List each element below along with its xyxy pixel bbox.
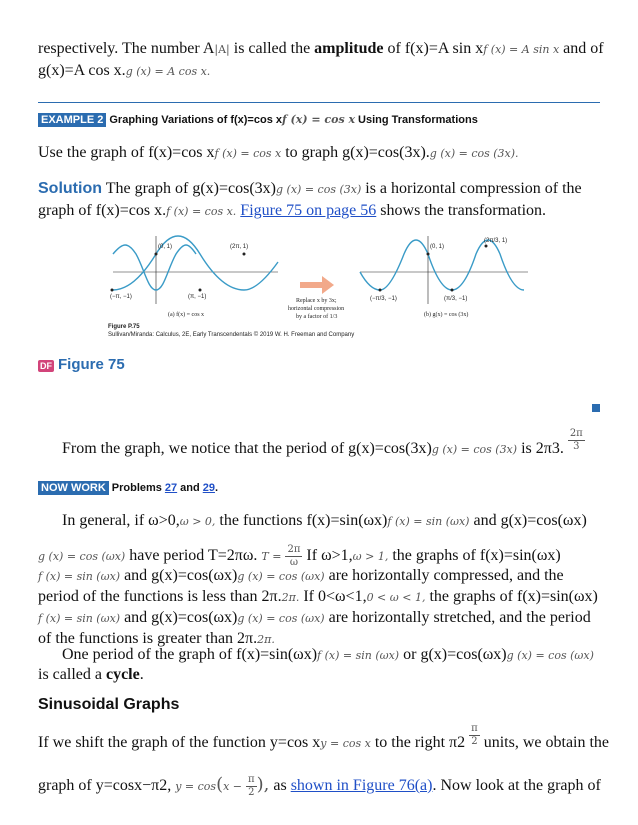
math-g-cos: g (x) = A cos x. — [125, 65, 211, 78]
figure-76a-link[interactable]: shown in Figure 76(a) — [290, 777, 433, 795]
sinusoidal-heading: Sinusoidal Graphs — [38, 696, 180, 713]
math-f-sin: f (x) = A sin x — [483, 43, 560, 56]
arrow-text-2: horizontal compression — [288, 306, 345, 312]
right-label-peak2: (2π/3, 1) — [484, 238, 508, 244]
right-label-min1: (−π/3, −1) — [370, 296, 397, 302]
figure-75-link[interactable]: Figure 75 on page 56 — [240, 202, 377, 219]
left-label-peak2: (2π, 1) — [230, 244, 249, 250]
figure-75-graphs — [108, 232, 568, 350]
example-header: EXAMPLE 2 Graphing Variations of f(x)=cos xf (x) = cos x Using Transformations — [38, 112, 478, 127]
section-rule — [38, 102, 600, 103]
right-caption: (b) g(x) = cos (3x) — [424, 312, 469, 318]
left-caption: (a) f(x) = cos x — [168, 312, 205, 318]
problem-29-link[interactable]: 29 — [202, 482, 215, 494]
problem-27-link[interactable]: 27 — [164, 482, 178, 494]
solution-line1: Solution The graph of g(x)=cos(3x)g (x) = cos (3x) is a horizontal compression of the — [38, 180, 582, 197]
left-label-peak1: (0, 1) — [158, 244, 173, 250]
arrow-text-3: by a factor of 1/3 — [296, 314, 338, 320]
cycle-line1: One period of the graph of f(x)=sin(ωx)f (x) = sin (ωx) or g(x)=cos(ωx)g (x) = cos (ωx) — [62, 646, 594, 663]
right-label-min2: (π/3, −1) — [444, 296, 468, 302]
period-fraction: $\frac{2\pi}{3}$ — [569, 427, 583, 452]
figure-credit: Sullivan/Miranda: Calculus, 2E, Early Transcendentals © 2019 W. H. Freeman and Company — [108, 332, 355, 338]
left-label-min1: (−π, −1) — [110, 294, 132, 300]
now-work-label: NOW WORK — [38, 481, 109, 495]
left-cos-curve — [113, 245, 196, 290]
figure-75-caption — [38, 356, 125, 374]
transformation-arrow — [288, 276, 344, 320]
general-line2: g (x) = cos (ωx) have period T=2πω. T = $\frac{2\pi}{\omega}$ If ω>1,ω > 1, the graphs of f(x)=sin(ωx) — [38, 544, 561, 568]
paragraph-amplitude-line1: respectively. The number A|A| is called the amplitude of f(x)=A sin xf (x) = A sin x and of — [38, 40, 604, 57]
example-instruction: Use the graph of f(x)=cos xf (x) = cos x to graph g(x)=cos(3x).g (x) = cos (3x). — [38, 144, 519, 161]
period-formula-fraction: $\frac{2\pi}{\omega}$ — [287, 544, 301, 568]
right-graph — [360, 236, 528, 318]
term-cycle: cycle — [105, 666, 140, 683]
general-line1: In general, if ω>0,ω > 0, the functions f(x)=sin(ωx)f (x) = sin (ωx) and g(x)=cos(ωx) — [62, 512, 587, 529]
right-label-peak1: (0, 1) — [430, 244, 445, 250]
general-line4: period of the functions is less than 2π.2π. If 0<ω<1,0 < ω < 1, the graphs of f(x)=sin(ωx) — [38, 588, 598, 605]
general-line3: f (x) = sin (ωx) and g(x)=cos(ωx)g (x) = cos (ωx) are horizontally compressed, and the — [38, 567, 564, 584]
math-abs-a: |A| — [214, 43, 230, 56]
left-graph — [110, 236, 278, 318]
solution-label: Solution — [38, 180, 102, 197]
figure-75-label: Figure 75 — [58, 356, 125, 373]
df-badge: DF — [40, 361, 52, 371]
period-statement: From the graph, we notice that the period of g(x)=cos(3x)g (x) = cos (3x) is 2π3. $\frac{2\pi}{3}$ — [62, 427, 583, 457]
end-of-example-marker — [592, 404, 600, 412]
solution-line2: graph of f(x)=cos x.f (x) = cos x. Figure 75 on page 56 shows the transformation. — [38, 202, 547, 219]
left-label-min2: (π, −1) — [188, 294, 207, 300]
cycle-line2: is called a cycle. — [38, 666, 144, 683]
example-label: EXAMPLE 2 — [38, 113, 106, 127]
paragraph-amplitude-line2: g(x)=A cos x.g (x) = A cos x. — [38, 62, 211, 79]
general-line6: of the functions is greater than 2π.2π. — [38, 630, 275, 647]
now-work: NOW WORK Problems 27 and 29. — [38, 480, 218, 495]
arrow-text-1: Replace x by 3x; — [296, 298, 337, 304]
figure-name: Figure P.75 — [108, 324, 140, 330]
shift-fraction: $\frac{\pi}{2}$ — [471, 722, 478, 747]
general-line5: f (x) = sin (ωx) and g(x)=cos(ωx)g (x) = cos (ωx) are horizontally stretched, and the period — [38, 609, 591, 626]
shift-line2: graph of y=cosx−π2, y = cos(x − $\frac{\pi}{2}$ ), as shown in Figure 76(a). Now look at the graph of — [38, 774, 601, 798]
term-amplitude: amplitude — [314, 40, 384, 57]
shift-formula-fraction: $\frac{\pi}{2}$ — [248, 774, 255, 798]
shift-line1: If we shift the graph of the function y=cos xy = cos x to the right π2 $\frac{\pi}{2}$ units, we obtain the — [38, 722, 610, 751]
